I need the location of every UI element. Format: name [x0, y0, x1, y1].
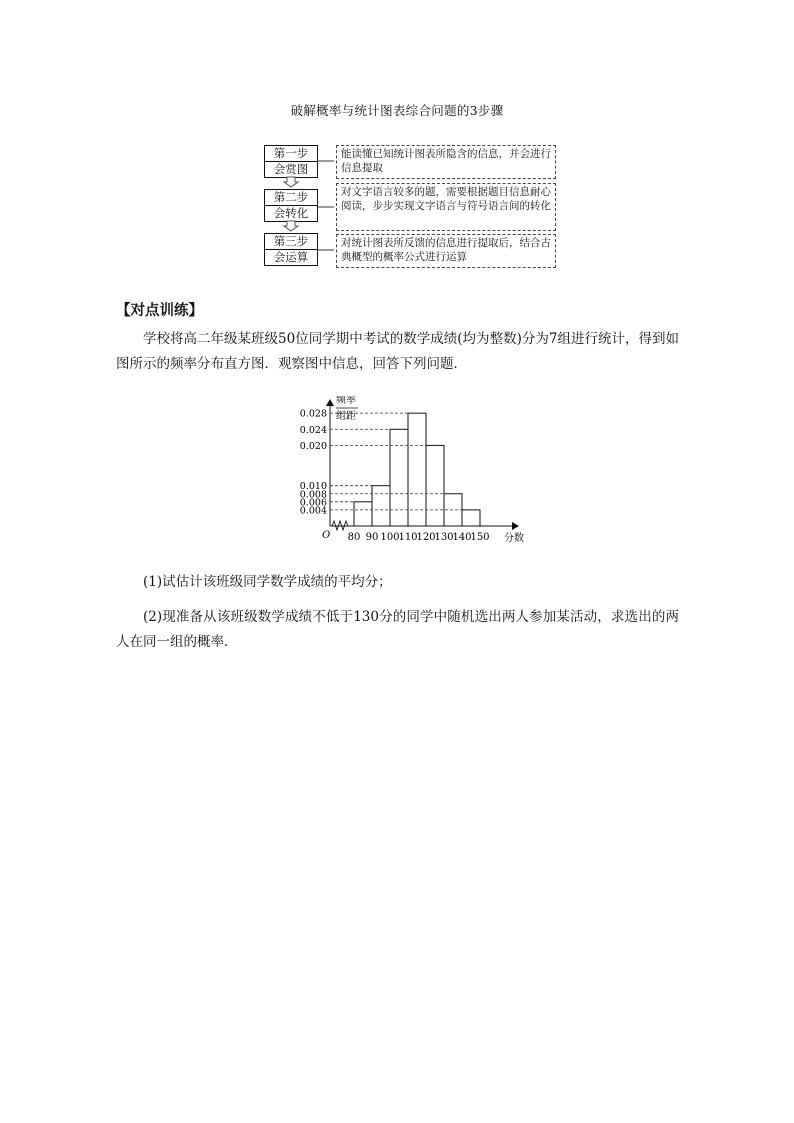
step-2-label [264, 189, 318, 222]
x-tick-label-110: 110 [398, 532, 418, 543]
histogram-bar-80-90 [354, 502, 372, 526]
question-1: (1)试估计该班级同学数学成绩的平均分； [143, 574, 392, 590]
step-2-label-bottom: 会转化 [273, 206, 309, 220]
step-1-label-bottom: 会赏图 [273, 162, 309, 176]
y-label-bottom: 组距 [336, 411, 356, 422]
step-2-description: 对文字语言较多的题，需要根据题目信息耐心阅读，步步实现文字语言与符号语言间的转化 [336, 183, 556, 231]
origin-label: O [322, 530, 331, 541]
step-3-description: 对统计图表所反馈的信息进行提取后，结合古典概型的概率公式进行运算 [336, 234, 556, 268]
y-tick-label-0.010: 0.010 [299, 481, 327, 493]
step-1-label-top: 第一步 [265, 146, 317, 162]
x-tick-label-150: 150 [470, 532, 490, 543]
histogram-bar-140-150 [462, 510, 480, 526]
x-tick-label-140: 140 [452, 532, 472, 543]
histogram-bar-100-110 [390, 429, 408, 526]
x-tick-label-130: 130 [434, 532, 454, 543]
step-3-label-top: 第三步 [265, 234, 317, 250]
step-connector-lines [318, 161, 334, 250]
y-tick-label-0.006: 0.006 [299, 497, 327, 509]
y-tick-label-0.004: 0.004 [299, 505, 327, 517]
step-3-label [264, 233, 318, 266]
histogram-bar-110-120 [408, 413, 426, 526]
x-axis-label: 分数 [504, 533, 524, 544]
x-tick-label-80: 80 [347, 532, 361, 543]
step-3-label-bottom: 会运算 [273, 250, 309, 264]
question-2: (2)现准备从该班级数学成绩不低于130分的同学中随机选出两人参加某活动，求选出的两人在同一组的概率． [116, 609, 679, 650]
step-1-description: 能读懂已知统计图表所隐含的信息，并会进行信息提取 [336, 145, 556, 179]
problem-text: 学校将高二年级某班级50位同学期中考试的数学成绩(均为整数)分为7组进行统计，得到如图所示的频率分布直方图．观察图中信息，回答下列问题． [116, 331, 679, 372]
frequency-histogram [296, 396, 536, 546]
x-tick-label-90: 90 [365, 532, 379, 543]
x-tick-label-100: 100 [380, 532, 400, 543]
y-tick-label-0.020: 0.020 [299, 440, 327, 452]
section-heading: 【对点训练】 [116, 303, 203, 319]
steps-diagram [264, 145, 559, 270]
x-tick-label-120: 120 [416, 532, 436, 543]
y-tick-label-0.028: 0.028 [299, 408, 327, 420]
step-2-label-top: 第二步 [265, 190, 317, 206]
y-tick-label-0.024: 0.024 [299, 424, 327, 436]
y-tick-label-0.008: 0.008 [299, 489, 327, 501]
histogram-bar-90-100 [372, 486, 390, 526]
step-1-label [264, 145, 318, 178]
y-label-top: 频率 [336, 396, 356, 406]
histogram-bar-120-130 [426, 445, 444, 526]
page-title: 破解概率与统计图表综合问题的3步骤 [290, 103, 504, 118]
